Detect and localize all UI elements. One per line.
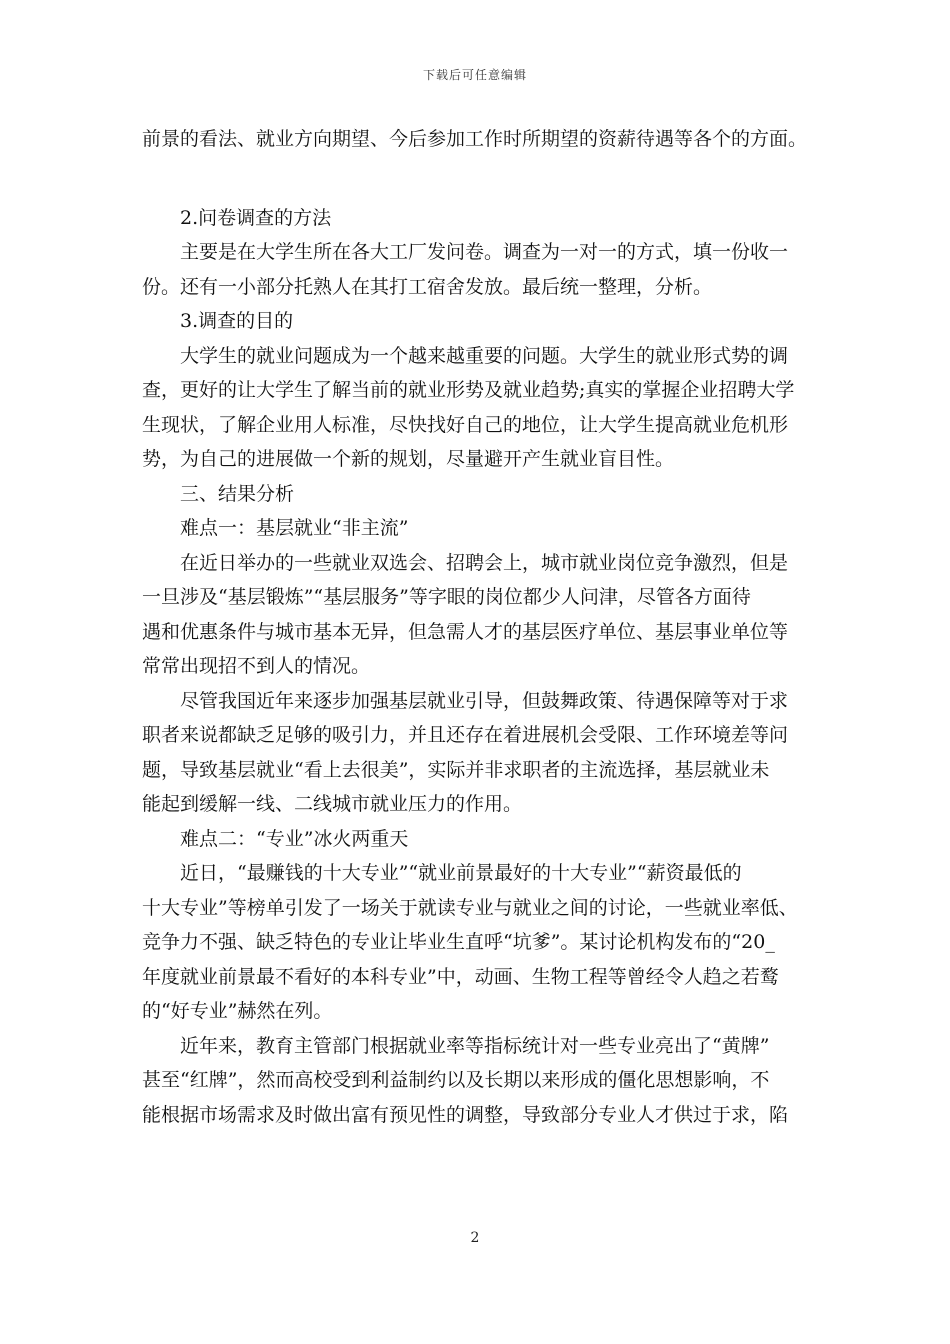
text-line: 查，更好的让大学生了解当前的就业形势及就业趋势;真实的掌握企业招聘大学 xyxy=(142,379,795,401)
text-line: 生现状，了解企业用人标准，尽快找好自己的地位，让大学生提高就业危机形 xyxy=(142,413,789,436)
section-heading: 2.问卷调查的方法 xyxy=(180,206,332,229)
text-line: 大学生的就业问题成为一个越来越重要的问题。大学生的就业形式势的调 xyxy=(180,344,789,367)
page-header: 下载后可任意编辑 xyxy=(422,68,527,82)
text-line: 十大专业”等榜单引发了一场关于就读专业与就业之间的讨论，一些就业率低、 xyxy=(142,896,798,919)
text-line: 常常出现招不到人的情况。 xyxy=(142,655,371,677)
page-number: 2 xyxy=(470,1230,480,1246)
text-line: 的“好专业”赫然在列。 xyxy=(142,1000,333,1022)
document-body xyxy=(142,122,812,1132)
subsection-heading: 难点二：“专业”冰火两重天 xyxy=(180,827,409,850)
text-line: 遇和优惠条件与城市基本无异，但急需人才的基层医疗单位、基层事业单位等 xyxy=(142,620,789,643)
section-heading: 3.调查的目的 xyxy=(180,310,294,332)
text-line: 年度就业前景最不看好的本科专业”中，动画、生物工程等曾经令人趋之若鹜 xyxy=(142,965,779,988)
section-heading: 三、结果分析 xyxy=(180,482,295,505)
text-line: 近日，“最赚钱的十大专业”“就业前景最好的十大专业”“薪资最低的 xyxy=(180,862,742,884)
text-line: 一旦涉及“基层锻炼”“基层服务”等字眼的岗位都少人问津，尽管各方面待 xyxy=(142,586,751,608)
text-line: 甚至“红牌”，然而高校受到利益制约以及长期以来形成的僵化思想影响，不 xyxy=(142,1069,770,1091)
text-line: 近年来，教育主管部门根据就业率等指标统计对一些专业亮出了“黄牌” xyxy=(180,1034,770,1057)
text-line: 前景的看法、就业方向期望、今后参加工作时所期望的资薪待遇等各个的方面。 xyxy=(142,128,808,150)
text-line: 尽管我国近年来逐步加强基层就业引导，但鼓舞政策、待遇保障等对于求 xyxy=(180,689,789,712)
text-line: 在近日举办的一些就业双选会、招聘会上，城市就业岗位竞争激烈，但是 xyxy=(180,551,789,574)
paragraph-gap xyxy=(142,157,812,201)
subsection-heading: 难点一：基层就业“非主流” xyxy=(180,517,409,539)
text-line: 竞争力不强、缺乏特色的专业让毕业生直呼“坑爹”。某讨论机构发布的“20_ xyxy=(142,931,775,953)
text-line: 能起到缓解一线、二线城市就业压力的作用。 xyxy=(142,793,523,815)
text-line: 能根据市场需求及时做出富有预见性的调整，导致部分专业人才供过于求，陷 xyxy=(142,1103,789,1126)
text-line: 势，为自己的进展做一个新的规划，尽量避开产生就业盲目性。 xyxy=(142,448,675,470)
text-line: 题，导致基层就业“看上去很美”，实际并非求职者的主流选择，基层就业未 xyxy=(142,758,770,781)
text-line: 主要是在大学生所在各大工厂发问卷。调查为一对一的方式，填一份收一 xyxy=(180,241,789,263)
text-line: 职者来说都缺乏足够的吸引力，并且还存在着进展机会受限、工作环境差等问 xyxy=(142,724,789,746)
text-line: 份。还有一小部分托熟人在其打工宿舍发放。最后统一整理，分析。 xyxy=(142,275,713,298)
